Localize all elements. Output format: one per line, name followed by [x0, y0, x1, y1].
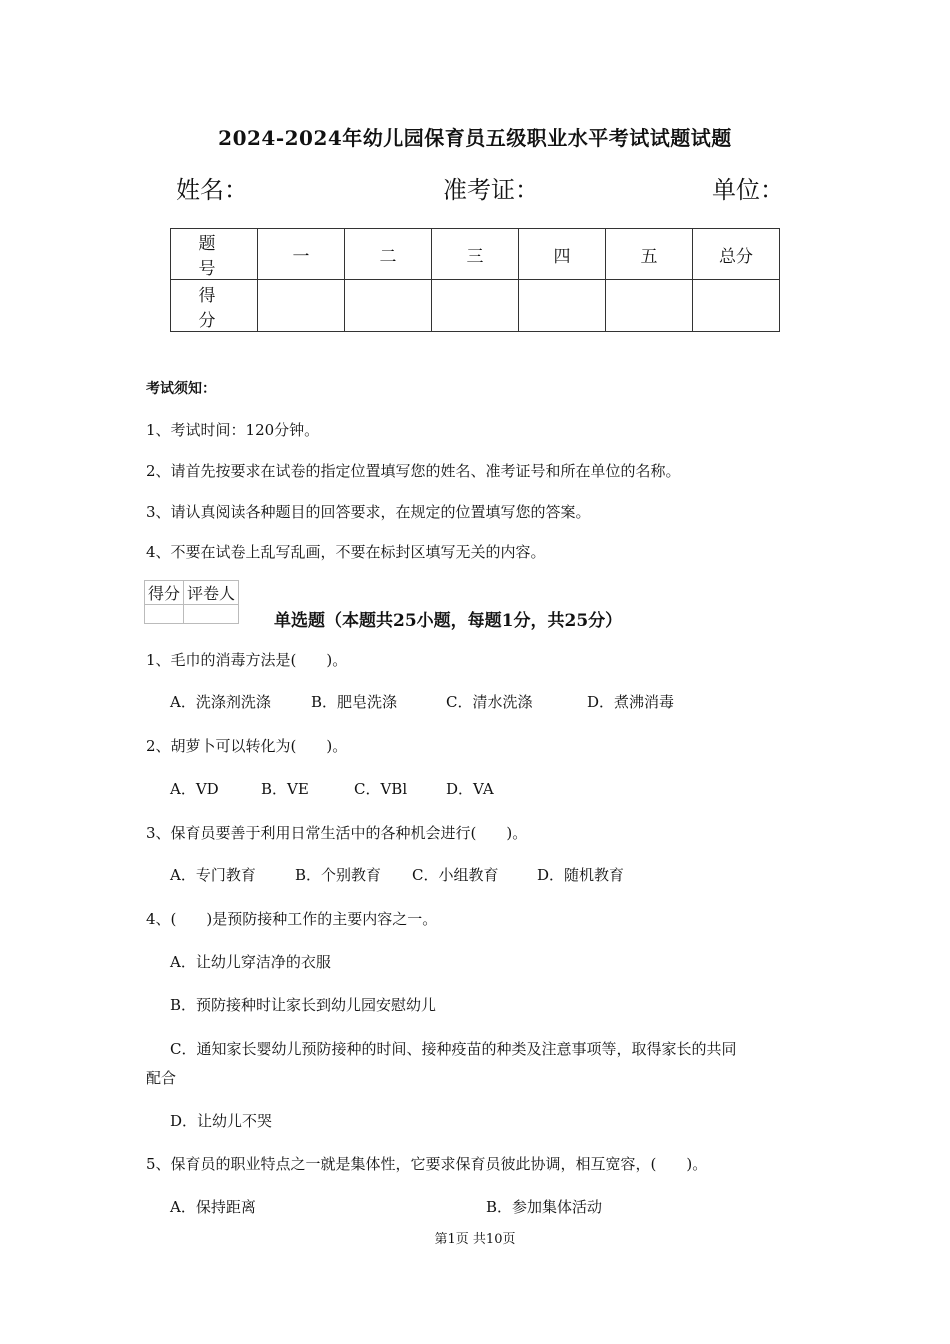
score-cell[interactable] — [519, 280, 606, 332]
unit-field-label: 单位： — [712, 176, 784, 204]
score-table-score-row — [171, 280, 780, 332]
notice-item: 1、考试时间：120分钟。 — [146, 421, 320, 439]
grader-reviewer-label: 评卷人 — [184, 581, 239, 605]
question-option[interactable]: C．小组教育 — [412, 866, 499, 884]
grader-score-label: 得分 — [145, 581, 184, 605]
question-option[interactable]: D．让幼儿不哭 — [170, 1112, 273, 1130]
grader-score-cell[interactable] — [145, 605, 184, 624]
question-option[interactable]: D．随机教育 — [537, 866, 625, 884]
question-stem: 3、保育员要善于利用日常生活中的各种机会进行( )。 — [146, 824, 528, 842]
question-option[interactable]: A．让幼儿穿洁净的衣服 — [170, 953, 331, 971]
score-table-header-cell: 题 号 — [171, 229, 258, 280]
score-table-header-cell: 总分 — [693, 229, 780, 280]
score-table-header-cell: 四 — [519, 229, 606, 280]
score-cell[interactable] — [432, 280, 519, 332]
score-cell[interactable] — [693, 280, 780, 332]
question-option[interactable]: D．VA — [446, 780, 494, 798]
question-option-continuation: 配合 — [146, 1069, 177, 1087]
question-option[interactable]: D．煮沸消毒 — [587, 693, 675, 711]
section-title: 单选题（本题共25小题，每题1分，共25分） — [274, 611, 623, 631]
question-option[interactable]: B．参加集体活动 — [486, 1198, 603, 1216]
question-stem: 4、( )是预防接种工作的主要内容之一。 — [146, 910, 438, 928]
name-field-label: 姓名： — [176, 176, 248, 204]
question-option[interactable]: A．VD — [170, 780, 219, 798]
page-title: 2024-2024年幼儿园保育员五级职业水平考试试题试题 — [218, 126, 732, 150]
score-cell[interactable] — [258, 280, 345, 332]
question-option[interactable]: A．保持距离 — [170, 1198, 256, 1216]
question-stem: 1、毛巾的消毒方法是( )。 — [146, 651, 348, 669]
score-table-header-cell: 三 — [432, 229, 519, 280]
score-table — [170, 228, 780, 332]
ticket-field-label: 准考证： — [443, 176, 539, 204]
grader-table — [144, 580, 239, 624]
page-footer: 第1页 共10页 — [434, 1232, 516, 1247]
question-option[interactable]: B．预防接种时让家长到幼儿园安慰幼儿 — [170, 996, 437, 1014]
score-table-header-cell: 一 — [258, 229, 345, 280]
question-stem: 5、保育员的职业特点之一就是集体性，它要求保育员彼此协调，相互宽容，( )。 — [146, 1155, 708, 1173]
grader-reviewer-cell[interactable] — [184, 605, 239, 624]
question-option[interactable]: C．清水洗涤 — [446, 693, 533, 711]
question-option[interactable]: B．肥皂洗涤 — [311, 693, 398, 711]
question-stem: 2、胡萝卜可以转化为( )。 — [146, 737, 348, 755]
score-table-header-cell: 五 — [606, 229, 693, 280]
notice-item: 2、请首先按要求在试卷的指定位置填写您的姓名、准考证号和所在单位的名称。 — [146, 462, 681, 480]
score-row-label: 得 分 — [171, 280, 258, 332]
notice-item: 3、请认真阅读各种题目的回答要求，在规定的位置填写您的答案。 — [146, 503, 591, 521]
score-table-header-row — [171, 229, 780, 280]
question-option[interactable]: A．专门教育 — [170, 866, 256, 884]
question-option[interactable]: A．洗涤剂洗涤 — [170, 693, 271, 711]
score-cell[interactable] — [606, 280, 693, 332]
notice-item: 4、不要在试卷上乱写乱画，不要在标封区填写无关的内容。 — [146, 543, 546, 561]
question-option[interactable]: C．VBl — [354, 780, 408, 798]
score-cell[interactable] — [345, 280, 432, 332]
question-option[interactable]: B．个别教育 — [295, 866, 382, 884]
question-option[interactable]: B．VE — [261, 780, 309, 798]
notice-heading: 考试须知： — [146, 381, 216, 397]
question-option[interactable]: C．通知家长婴幼儿预防接种的时间、接种疫苗的种类及注意事项等，取得家长的共同 — [170, 1040, 737, 1058]
score-table-header-cell: 二 — [345, 229, 432, 280]
